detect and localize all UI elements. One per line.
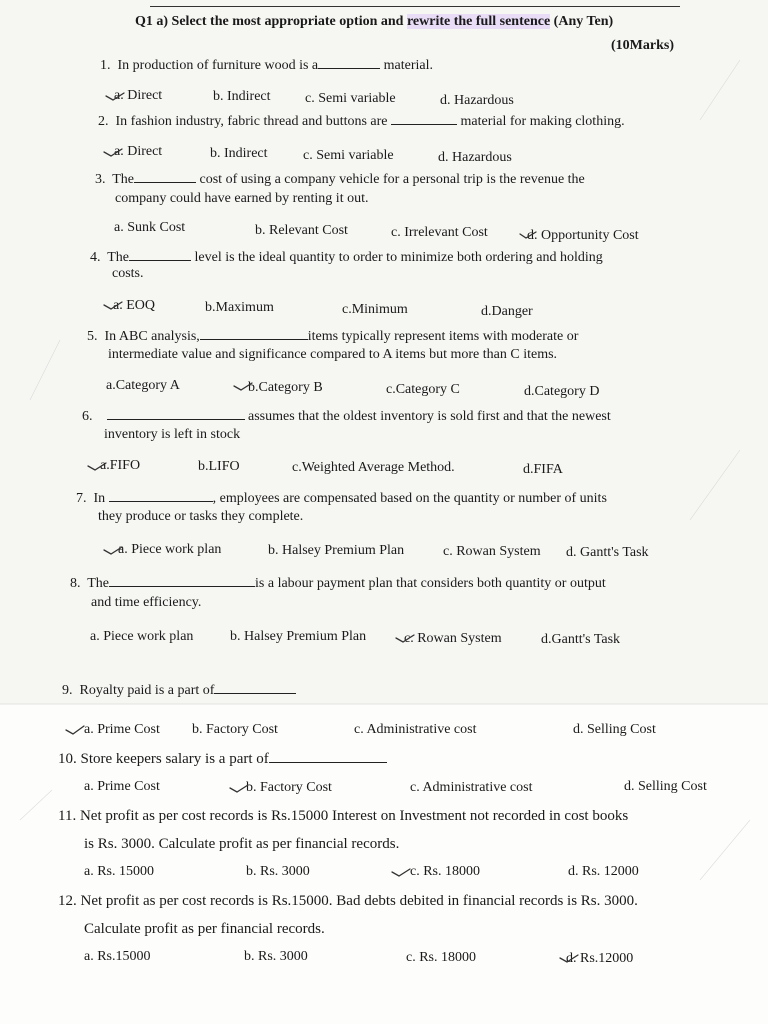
option-c: c. Rowan System — [443, 544, 541, 559]
option-b: b.Maximum — [205, 300, 274, 315]
question-number: 11. — [58, 808, 77, 824]
option-b: b.LIFO — [198, 459, 240, 474]
option-d: d. Rs. 12000 — [568, 864, 639, 879]
option-a: a. Direct — [114, 88, 163, 103]
question-text: material for making clothing. — [460, 114, 625, 129]
question-number: 12. — [58, 893, 77, 909]
question-text: The — [87, 576, 110, 591]
tick-icon — [392, 869, 410, 876]
option-b: b.Category B — [248, 380, 323, 395]
option-c: c. Administrative cost — [410, 780, 533, 795]
question-text: Royalty paid is a part of — [79, 683, 215, 698]
question-8-continued: and time efficiency. — [91, 595, 202, 610]
option-c: c. Rs. 18000 — [406, 950, 476, 965]
tick-icon — [104, 547, 122, 554]
option-d: d. Opportunity Cost — [527, 228, 639, 243]
option-d: d. Hazardous — [440, 93, 514, 108]
question-text: In — [93, 491, 106, 506]
option-c: c.Minimum — [342, 302, 408, 317]
question-number: 4. — [90, 250, 101, 265]
option-b: b. Rs. 3000 — [246, 864, 310, 879]
option-b: b. Halsey Premium Plan — [230, 629, 367, 644]
option-b: b. Relevant Cost — [255, 223, 348, 238]
option-d: d.Gantt's Task — [541, 632, 621, 647]
question-text: In production of furniture wood is a — [117, 58, 319, 73]
option-c: c. Rowan System — [404, 631, 502, 646]
tick-icon — [66, 726, 84, 734]
option-a: a. Piece work plan — [90, 629, 194, 644]
option-a: a. Sunk Cost — [114, 220, 186, 235]
tick-icon — [230, 785, 248, 792]
option-b: b. Rs. 3000 — [244, 949, 308, 964]
option-b: b. Factory Cost — [192, 722, 278, 737]
option-d: d. Hazardous — [438, 150, 512, 165]
question-text: level is the ideal quantity to order to minimize both ordering and holding — [194, 250, 603, 265]
option-c: c. Rs. 18000 — [410, 864, 480, 879]
question-text: is a labour payment plan that considers both quantity or output — [255, 576, 606, 591]
question-text: Net profit as per cost records is Rs.15000. Bad debts debited in financial records is Rs. 3000. — [80, 893, 638, 909]
option-d: d. Selling Cost — [624, 779, 707, 794]
option-d: d.FIFA — [523, 462, 563, 477]
option-d: d. Gantt's Task — [566, 545, 649, 560]
option-d: d. Selling Cost — [573, 722, 656, 737]
option-a: a. Prime Cost — [84, 722, 160, 737]
question-text: The — [112, 172, 135, 187]
tick-icon — [88, 463, 106, 470]
question-number: 5. — [87, 329, 98, 344]
option-c: c. Semi variable — [305, 91, 396, 106]
question-text: items typically represent items with moderate or — [307, 329, 579, 344]
tick-icon — [234, 383, 252, 390]
question-3-continued: company could have earned by renting it out. — [115, 191, 369, 206]
question-text: assumes that the oldest inventory is sold first and that the newest — [248, 409, 611, 424]
question-number: 1. — [100, 58, 111, 73]
option-b: b. Factory Cost — [246, 780, 332, 795]
question-number: 10. — [58, 751, 77, 767]
option-c: c. Administrative cost — [354, 722, 477, 737]
heading-highlight: rewrite the full sentence — [406, 14, 551, 29]
question-text: cost of using a company vehicle for a personal trip is the revenue the — [199, 172, 585, 187]
question-4-continued: costs. — [112, 266, 144, 281]
question-text: Net profit as per cost records is Rs.15000 Interest on Investment not recorded in cost books — [79, 808, 629, 824]
question-11-continued: is Rs. 3000. Calculate profit as per financial records. — [84, 836, 400, 852]
option-a: a. Prime Cost — [84, 779, 160, 794]
question-text: material. — [383, 58, 433, 73]
question-number: 8. — [70, 576, 81, 591]
question-number: 2. — [98, 114, 109, 129]
question-text: In ABC analysis, — [104, 329, 200, 344]
option-a: a.FIFO — [100, 458, 141, 473]
option-b: b. Halsey Premium Plan — [268, 543, 405, 558]
option-d: d.Danger — [481, 304, 533, 319]
question-text: The — [107, 250, 130, 265]
tick-icon — [520, 232, 536, 238]
tick-icon — [560, 955, 578, 962]
option-a: a. Direct — [114, 144, 163, 159]
heading-text: Q1 a) Select the most appropriate option and — [135, 14, 407, 29]
marks-label: (10Marks) — [611, 38, 674, 53]
option-a: a.Category A — [106, 378, 180, 393]
option-c: c.Weighted Average Method. — [292, 460, 455, 475]
tick-icon — [104, 302, 122, 309]
option-a: a. Piece work plan — [118, 542, 222, 557]
option-a: a. EOQ — [113, 298, 155, 313]
question-number: 9. — [62, 683, 73, 698]
option-d: d. Rs.12000 — [566, 951, 634, 966]
option-b: b. Indirect — [210, 146, 268, 161]
question-5-continued: intermediate value and significance compared to A items but more than C items. — [108, 347, 558, 362]
tick-icon — [106, 93, 124, 100]
watermark-marks — [20, 60, 750, 880]
heading-suffix: (Any Ten) — [550, 14, 614, 29]
question-number: 6. — [82, 409, 93, 424]
question-number: 7. — [76, 491, 87, 506]
question-number: 3. — [95, 172, 106, 187]
question-text: Store keepers salary is a part of — [80, 751, 269, 767]
option-c: c.Category C — [386, 382, 460, 397]
option-a: a. Rs. 15000 — [84, 864, 154, 879]
option-a: a. Rs.15000 — [84, 949, 151, 964]
question-7-continued: they produce or tasks they complete. — [98, 509, 304, 524]
question-text: , employees are compensated based on the quantity or number of units — [212, 491, 607, 506]
option-c: c. Semi variable — [303, 148, 394, 163]
option-d: d.Category D — [524, 384, 600, 399]
question-text: In fashion industry, fabric thread and buttons are — [115, 114, 388, 129]
option-c: c. Irrelevant Cost — [391, 225, 488, 240]
question-12-continued: Calculate profit as per financial records. — [84, 921, 325, 937]
question-6-continued: inventory is left in stock — [104, 427, 241, 442]
tick-icon — [396, 635, 414, 642]
tick-icon — [104, 149, 122, 156]
option-b: b. Indirect — [213, 89, 271, 104]
